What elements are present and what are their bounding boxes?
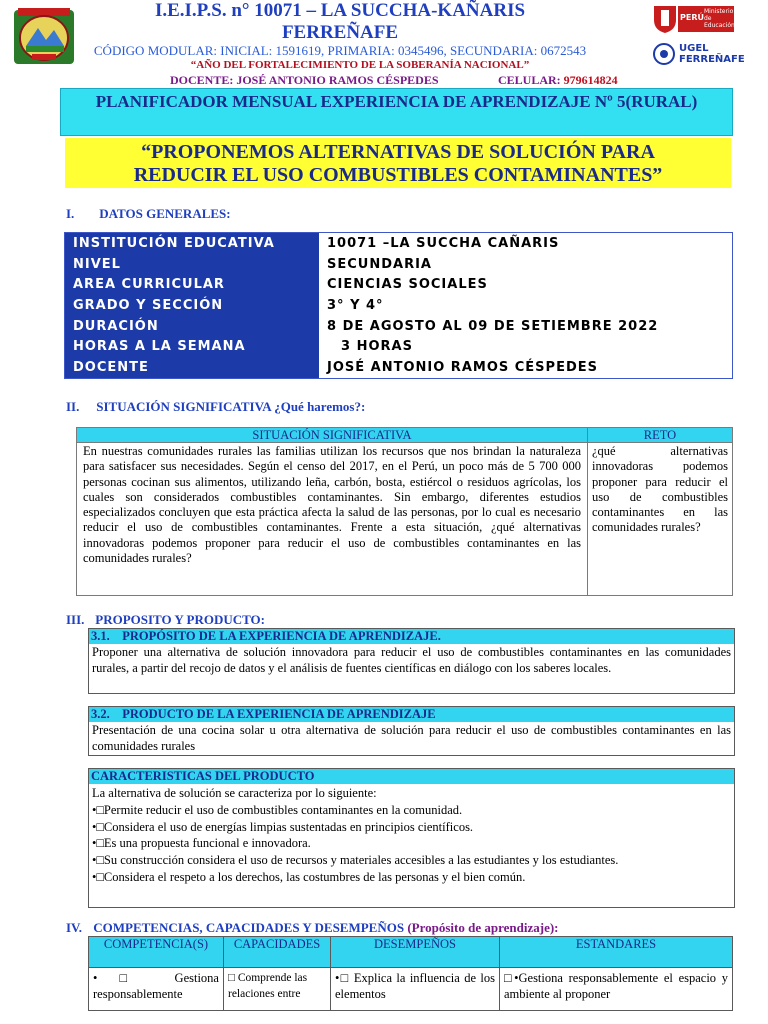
section-title: SITUACIÓN SIGNIFICATIVA ¿Qué haremos?: <box>96 399 366 414</box>
table-row <box>65 295 733 316</box>
row-value: 3° Y 4° <box>327 297 384 313</box>
row-value: CIENCIAS SOCIALES <box>327 277 488 293</box>
list-item: •□Su construcción considera el uso de recursos y materiales accesibles a las estudiantes y los estudiantes. <box>92 853 619 868</box>
list-item: •□Considera el respeto a los derechos, las costumbres de las personas y el bien común. <box>92 869 526 884</box>
list-item: •□Permite reducir el uso de combustibles contaminantes en la comunidad. <box>92 802 463 817</box>
table-row <box>65 336 733 357</box>
table-row <box>65 233 733 254</box>
caracteristicas-box <box>88 768 735 908</box>
capacidades-col-header: CAPACIDADES <box>224 937 331 968</box>
competencia-col-header: COMPETENCIA(S) <box>89 937 224 968</box>
row-value: 8 DE AGOSTO AL 09 DE SETIEMBRE 2022 <box>327 318 659 334</box>
proposito-box <box>88 628 735 694</box>
competencias-table <box>88 936 733 1011</box>
ministerio-label: Ministerio de Educación <box>704 8 735 29</box>
experiencia-title <box>65 138 731 188</box>
proposito-heading <box>66 612 265 628</box>
codigo-modular: CÓDIGO MODULAR: INICIAL: 1591619, PRIMARIA: 0345496, SECUNDARIA: 0672543 <box>93 43 587 58</box>
ferrenafe-label: FERREÑAFE <box>679 54 745 65</box>
row-value: 10071 –LA SUCCHA CAÑARIS <box>327 235 560 251</box>
minedu-logo <box>652 4 734 34</box>
row-key: DOCENTE <box>65 357 320 378</box>
situacion-text: En nuestras comunidades rurales las familias utilizan los recursos que nos brindan la naturaleza para satisfacer sus necesidades. Según el censo del 2017, en el Perú, un poco más de 5 700 000 personas cocinan sus alimentos, utilizando leña, carbón, bosta, estiércol o residuos agrícolas, los cuales son considerados combustibles contaminantes. Sin embargo, diferentes estudios especializados concluyen que esta práctica afecta la salud de las personas, por lo cual es necesario reducir el uso de combustibles contaminantes. Frente a esta situación, ¿qué alternativas innovadoras podemos proponer para reducir el uso de combustibles contaminantes en las comunidades rurales? <box>77 443 588 596</box>
school-logo <box>12 6 76 66</box>
row-value: SECUNDARIA <box>327 256 432 272</box>
planificador-title: PLANIFICADOR MENSUAL EXPERIENCIA DE APRENDIZAJE Nº 5(RURAL) <box>60 88 733 136</box>
year-motto: “AÑO DEL FORTALECIMIENTO DE LA SOBERANÍA NACIONAL” <box>190 59 530 71</box>
school-title-line1: I.E.I.P.S. n° 10071 – LA SUCCHA-KAÑARIS <box>154 0 526 21</box>
table-row <box>65 274 733 295</box>
row-value: 3 HORAS <box>341 339 413 355</box>
producto-label: 3.2. PRODUCTO DE LA EXPERIENCIA DE APRENDIZAJE <box>89 707 734 722</box>
row-key: GRADO Y SECCIÓN <box>65 295 320 316</box>
school-title-line2: FERREÑAFE <box>281 22 399 43</box>
celular-value: 979614824 <box>563 73 618 87</box>
situacion-table <box>76 427 733 596</box>
section-title-paren: (Propósito de aprendizaje): <box>407 920 559 935</box>
ugel-label: UGEL <box>679 43 709 54</box>
estandares-col-header: ESTANDARES <box>500 937 733 968</box>
ugel-logo <box>652 40 745 68</box>
caracteristicas-intro: La alternativa de solución se caracteriza por lo siguiente: <box>92 786 377 800</box>
table-row <box>65 357 733 378</box>
desempenos-col-header: DESEMPEÑOS <box>331 937 500 968</box>
datos-generales-heading <box>66 206 231 222</box>
competencias-heading <box>66 920 559 936</box>
desempenos-cell: •□ Explica la influencia de los elementos <box>331 968 500 1011</box>
list-item: •□Considera el uso de energías limpias sustentadas en principios científicos. <box>92 819 474 834</box>
section-number: IV. <box>66 920 83 935</box>
row-key: INSTITUCIÓN EDUCATIVA <box>65 233 320 254</box>
row-key: DURACIÓN <box>65 316 320 337</box>
experiencia-title-line2: REDUCIR EL USO COMBUSTIBLES CONTAMINANTES” <box>133 164 663 186</box>
celular-label: CELULAR: <box>498 73 561 87</box>
datos-generales-table <box>64 232 733 379</box>
docente-line: DOCENTE: JOSÉ ANTONIO RAMOS CÉSPEDES <box>170 73 439 87</box>
section-title: DATOS GENERALES: <box>99 206 231 221</box>
experiencia-title-line1: “PROPONEMOS ALTERNATIVAS DE SOLUCIÓN PARA <box>141 141 655 163</box>
table-row <box>65 316 733 337</box>
producto-text: Presentación de una cocina solar u otra alternativa de solución para reducir el uso de combustibles contaminantes en las comunidades rurales <box>92 723 731 753</box>
row-value: JOSÉ ANTONIO RAMOS CÉSPEDES <box>327 359 598 375</box>
peru-label: PERÚ <box>680 13 704 22</box>
table-row <box>89 968 733 1011</box>
list-item: •□Es una propuesta funcional e innovadora. <box>92 836 311 851</box>
competencia-cell: •□ Gestiona responsablemente <box>89 968 224 1011</box>
row-key: HORAS A LA SEMANA <box>65 336 320 357</box>
row-key: NIVEL <box>65 254 320 275</box>
reto-text: ¿qué alternativas innovadoras podemos proponer para reducir el uso de combustibles contaminantes en las comunidades rurales? <box>588 443 733 596</box>
proposito-text: Proponer una alternativa de solución innovadora para reducir el uso de combustibles contaminantes en las comunidades rurales, a partir del recojo de datos y el análisis de fuentes científicas en diálogo con los saberes locales. <box>92 645 731 675</box>
school-title <box>120 0 560 44</box>
celular-line <box>498 73 618 88</box>
section-number: II. <box>66 399 80 414</box>
estandares-cell: □•Gestiona responsablemente el espacio y ambiente al proponer <box>500 968 733 1011</box>
producto-box <box>88 706 735 756</box>
caracteristicas-label: CARACTERISTICAS DEL PRODUCTO <box>89 769 734 784</box>
situacion-col-header: SITUACIÓN SIGNIFICATIVA <box>77 428 588 443</box>
situacion-heading <box>66 399 365 415</box>
caracteristicas-body <box>89 784 734 887</box>
section-title: COMPETENCIAS, CAPACIDADES Y DESEMPEÑOS <box>93 920 405 935</box>
section-number: I. <box>66 206 75 221</box>
row-key: AREA CURRICULAR <box>65 274 320 295</box>
table-row <box>65 254 733 275</box>
proposito-label: 3.1. PROPÓSITO DE LA EXPERIENCIA DE APRENDIZAJE. <box>89 629 734 644</box>
section-title: PROPOSITO Y PRODUCTO: <box>95 612 265 627</box>
reto-col-header: RETO <box>588 428 733 443</box>
section-number: III. <box>66 612 85 627</box>
capacidades-cell: □ Comprende las relaciones entre <box>224 968 331 1011</box>
